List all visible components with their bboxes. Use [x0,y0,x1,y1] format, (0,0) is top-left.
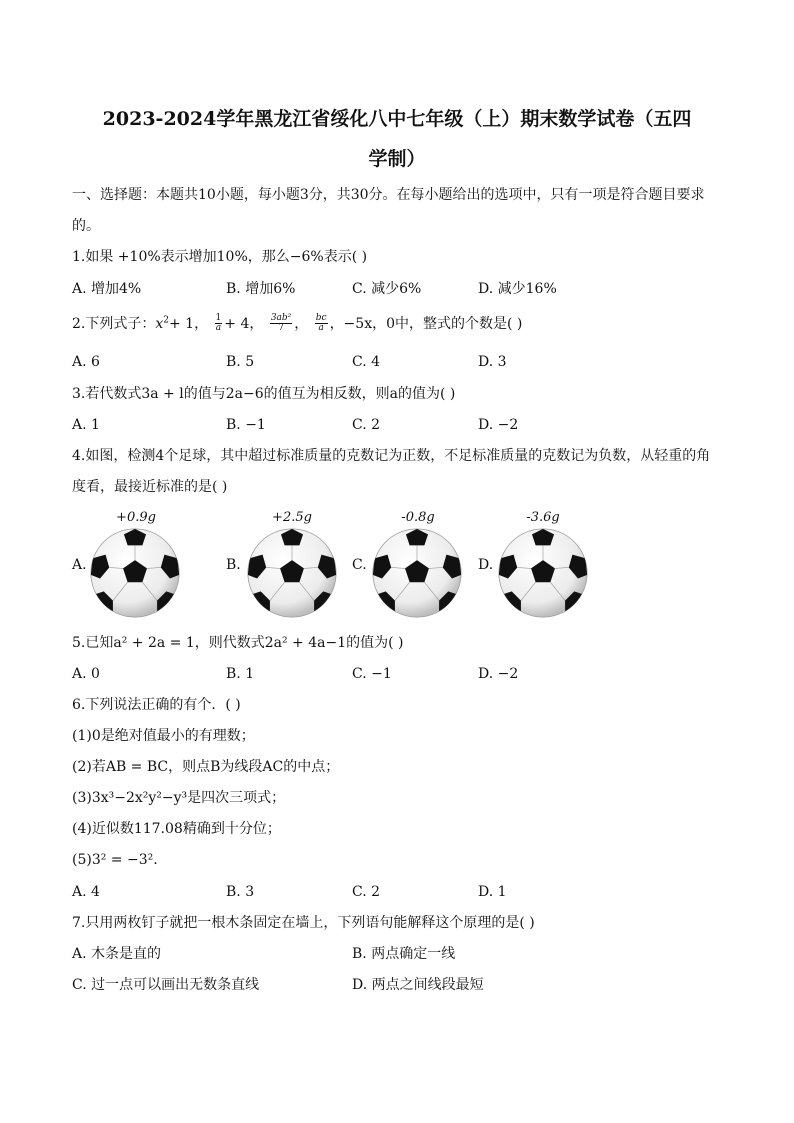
question-2-fraction-2: $\frac{\text{3ab²}}{7}$ [270,313,292,334]
soccer-ball-d-icon [497,527,589,619]
ball-d-weight-label: -3.6g [526,510,560,525]
question-2-fraction-1: $\frac{1}{a}$ [215,313,222,334]
exam-title-line-1: 2023-2024学年黑龙江省绥化八中七年级（上）期末数学试卷（五四 [102,108,692,130]
question-2-option-c: C. 4 [352,354,381,370]
ball-b-weight-label: +2.5g [272,510,312,525]
question-7-option-b: B. 两点确定一线 [352,946,456,962]
question-4-option-c: C. [352,557,367,573]
question-2-expr-1-tail: + 1， [169,315,209,332]
question-6-option-b: B. 3 [226,884,255,900]
question-2-option-a: A. 6 [72,354,100,370]
question-3-stem: 3.若代数式3a + l的值与2a−6的值互为相反数，则a的值为( ) [72,386,456,402]
question-7-option-c: C. 过一点可以画出无数条直线 [72,977,260,993]
question-6-option-c: C. 2 [352,884,381,900]
ball-a-weight-label: +0.9g [116,510,156,525]
question-5-option-c: C. −1 [352,666,392,682]
question-4-option-a: A. [72,557,87,573]
question-3-option-c: C. 2 [352,417,381,433]
question-2-option-d: D. 3 [478,354,507,370]
question-2-option-b: B. 5 [226,354,255,370]
question-2-prefix: 2.下列式子： [72,315,156,332]
question-6-statement-3: (3)3x³−2x²y²−y³是四次三项式； [72,790,286,806]
question-7-option-d: D. 两点之间线段最短 [352,977,484,993]
question-2-expr-3: ，−5x，0中，整式的个数是( ) [329,315,523,332]
question-6-statement-4: (4)近似数117.08精确到十分位； [72,821,281,837]
exam-title-line-2: 学制） [368,148,426,170]
question-5-option-d: D. −2 [478,666,519,682]
question-3-option-a: A. 1 [72,417,100,433]
question-6-statement-5: (5)3² = −3². [72,852,158,868]
soccer-ball-a-icon [89,527,181,619]
question-1-option-b: B. 增加6% [226,281,296,297]
question-2-fraction-3: $\frac{bc}{a}$ [315,313,327,334]
question-3-option-d: D. −2 [478,417,519,433]
question-1-stem: 1.如果 +10%表示增加10%，那么−6%表示( ) [72,249,368,265]
question-6-statement-1: (1)0是绝对值最小的有理数； [72,728,255,744]
question-6-stem: 6.下列说法正确的有个．( ) [72,697,241,713]
question-4-option-b: B. [226,557,241,573]
question-5-stem: 5.已知a² + 2a = 1，则代数式2a² + 4a−1的值为( ) [72,635,404,651]
question-1-option-a: A. 增加4% [72,281,142,297]
question-5-option-b: B. 1 [226,666,255,682]
question-4-option-d: D. [478,557,494,573]
section-instructions-line-2: 的。 [72,218,100,234]
question-7-stem: 7.只用两枚钉子就把一根木条固定在墙上，下列语句能解释这个原理的是( ) [72,915,535,931]
ball-c-weight-label: -0.8g [401,510,435,525]
section-instructions-line-1: 一、选择题：本题共10小题，每小题3分，共30分。在每小题给出的选项中，只有一项是符合题目要求 [72,187,705,203]
question-2-stem: 2.下列式子：$x^2+ 1$， $\frac{1}{a}$ + 4， $\frac{\text{3ab²}}{7}$ ， $\frac{bc}{a}$ ，−5x，0中，整式的个数是( ) [72,313,523,334]
question-3-option-b: B. −1 [226,417,266,433]
question-1-option-d: D. 减少16% [478,281,557,297]
question-7-option-a: A. 木条是直的 [72,946,162,962]
question-6-statement-2: (2)若AB = BC，则点B为线段AC的中点； [72,759,340,775]
question-6-option-a: A. 4 [72,884,100,900]
question-2-expr-x: x [155,315,164,332]
soccer-ball-c-icon [371,527,463,619]
question-2-expr-2-tail: + 4， [224,315,264,332]
question-4-stem-line-1: 4.如图，检测4个足球，其中超过标准质量的克数记为正数，不足标准质量的克数记为负数，从轻重的角 [72,448,711,464]
question-4-stem-line-2: 度看，最接近标准的是( ) [72,479,228,495]
question-5-option-a: A. 0 [72,666,100,682]
question-6-option-d: D. 1 [478,884,507,900]
soccer-ball-b-icon [246,527,338,619]
question-1-option-c: C. 减少6% [352,281,422,297]
